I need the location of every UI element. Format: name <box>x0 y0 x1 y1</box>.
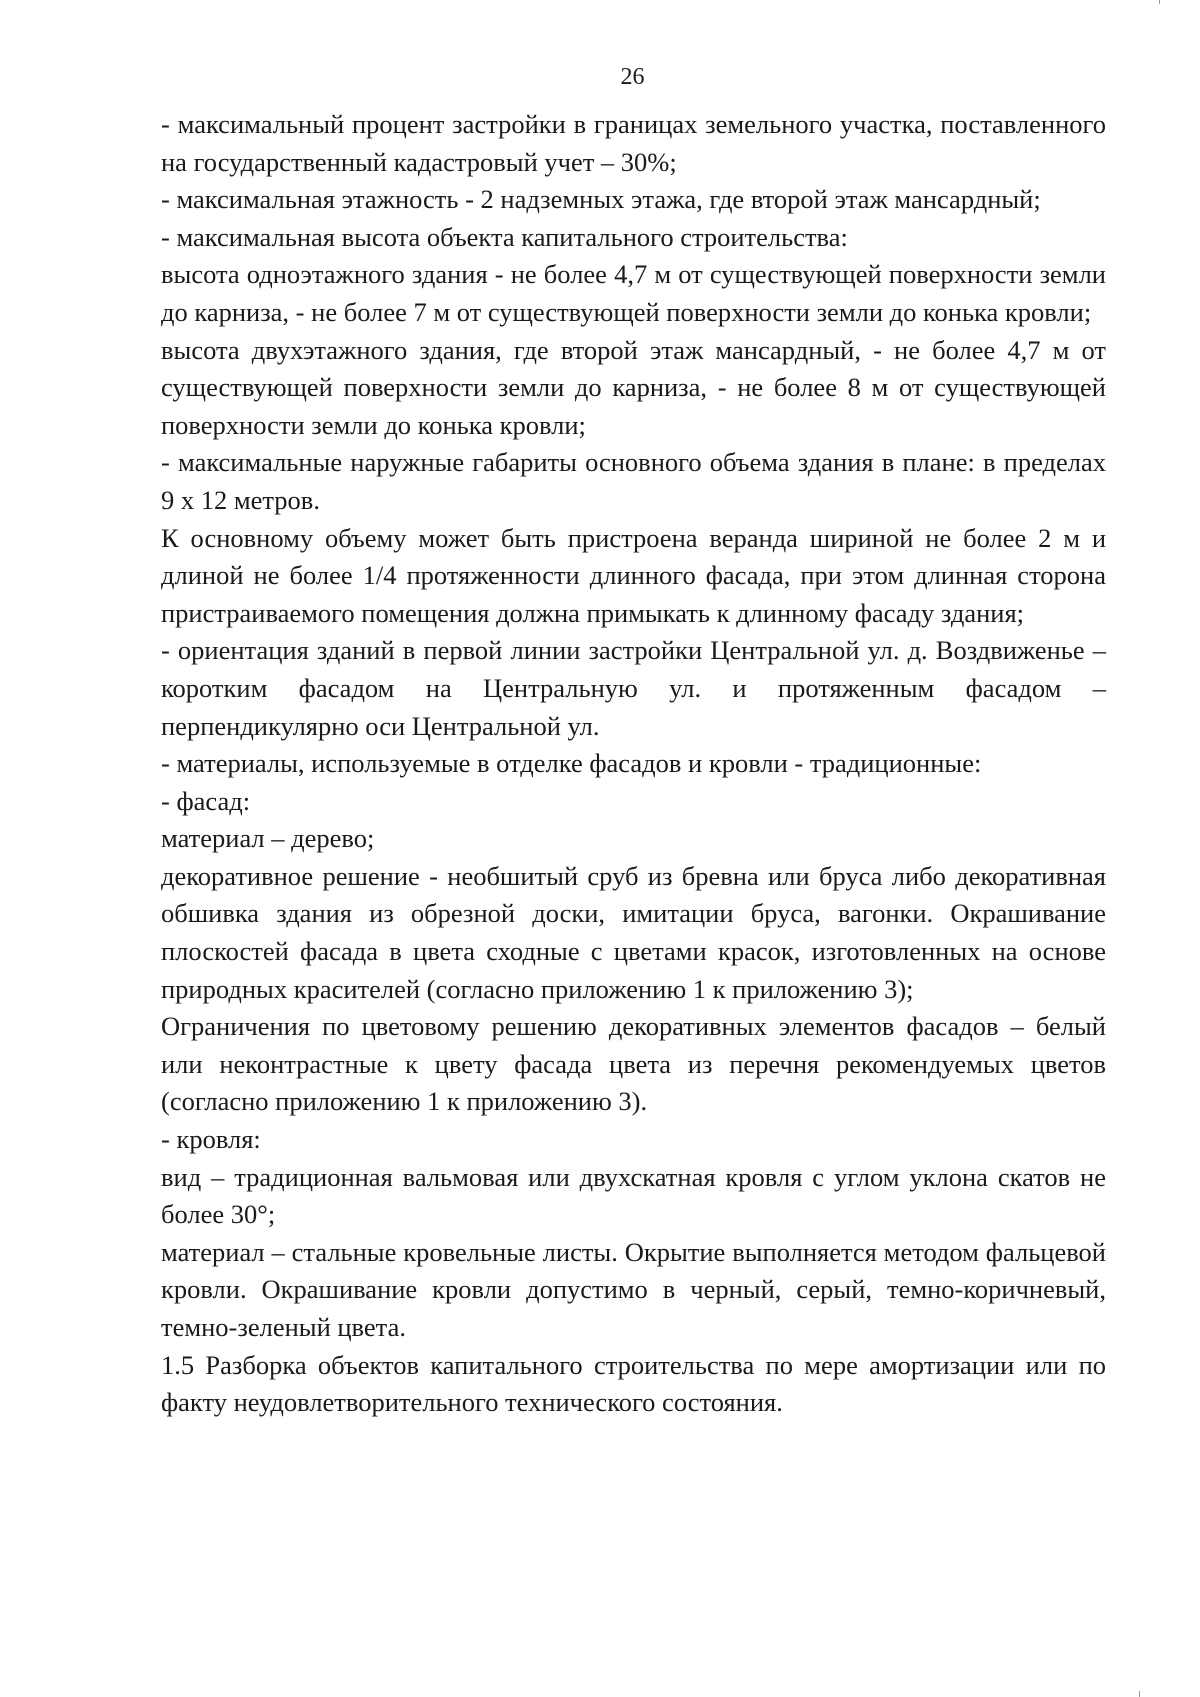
document-body <box>161 106 1106 1422</box>
paragraph-color-restrictions: Ограничения по цветовому решению декоративных элементов фасадов – белый или неконтрастные к цвету фасада цвета из перечня рекомендуемых цветов (согласно приложению 1 к приложению 3). <box>161 1011 1106 1117</box>
paragraph-max-height: - максимальная высота объекта капитального строительства: <box>161 221 848 252</box>
paragraph-roof-heading: - кровля: <box>161 1124 261 1155</box>
page-number: 26 <box>620 64 645 90</box>
scan-edge-mark-bottom <box>1139 1691 1140 1697</box>
paragraph-materials: - материалы, используемые в отделке фасадов и кровли - традиционные: <box>161 748 982 779</box>
paragraph-orientation: - ориентация зданий в первой линии застройки Центральной ул. д. Воздвиженье – коротким фасадом на Центральную ул. и протяженным фасадом – перпендикулярно оси Центральной ул. <box>161 635 1106 741</box>
paragraph-roof-material: материал – стальные кровельные листы. Окрытие выполняется методом фальцевой кровли. Окрашивание кровли допустимо в черный, серый, темно-коричневый, темно-зеленый цвета. <box>161 1236 1106 1342</box>
paragraph-demolition: 1.5 Разборка объектов капитального строительства по мере амортизации или по факту неудовлетворительного технического состояния. <box>161 1349 1106 1418</box>
paragraph-roof-type: вид – традиционная вальмовая или двухскатная кровля с углом уклона скатов не более 30°; <box>161 1161 1106 1230</box>
scan-edge-mark-top <box>1159 0 1160 4</box>
paragraph-one-storey-height: высота одноэтажного здания - не более 4,7 м от существующей поверхности земли до карниза, - не более 7 м от существующей поверхности земли до конька кровли; <box>161 259 1106 327</box>
paragraph-build-percentage: - максимальный процент застройки в границах земельного участка, поставленного на государственный кадастровый учет – 30%; <box>161 109 1106 177</box>
paragraph-veranda: К основному объему может быть пристроена веранда шириной не более 2 м и длиной не более 1/4 протяженности длинного фасада, при этом длинная сторона пристраиваемого помещения должна примыкать к длинному фасаду здания; <box>161 522 1106 628</box>
paragraph-facade-material: материал – дерево; <box>161 823 375 854</box>
paragraph-max-dimensions: - максимальные наружные габариты основного объема здания в плане: в пределах 9 х 12 метров. <box>161 447 1106 515</box>
paragraph-two-storey-height: высота двухэтажного здания, где второй этаж мансардный, - не более 4,7 м от существующей поверхности земли до карниза, - не более 8 м от существующей поверхности земли до конька кровли; <box>161 334 1106 440</box>
paragraph-facade-heading: - фасад: <box>161 785 251 816</box>
paragraph-facade-decoration: декоративное решение - необшитый сруб из бревна или бруса либо декоративная обшивка здания из обрезной доски, имитации бруса, вагонки. Окрашивание плоскостей фасада в цвета сходные с цветами красок, изготовленных на основе природных красителей (согласно приложению 1 к приложению 3); <box>161 860 1106 1004</box>
paragraph-max-floors: - максимальная этажность - 2 надземных этажа, где второй этаж мансардный; <box>161 184 1041 215</box>
